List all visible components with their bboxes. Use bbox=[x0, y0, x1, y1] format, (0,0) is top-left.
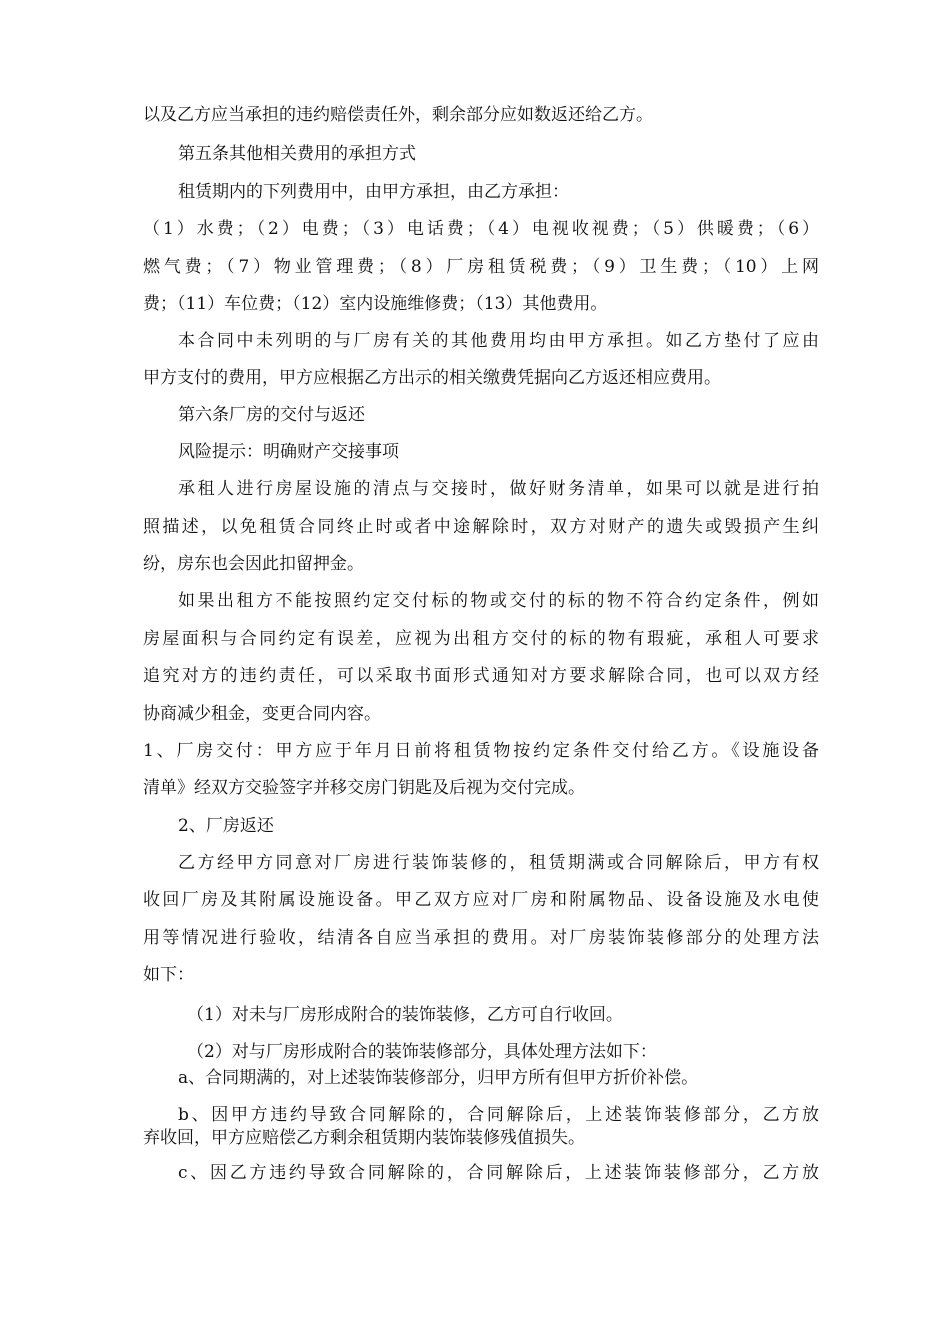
body-text-line: 协商减少租金，变更合同内容。 bbox=[143, 704, 381, 724]
body-text-line: 纷，房东也会因此扣留押金。 bbox=[143, 554, 364, 574]
subsection-heading: 2、厂房返还 bbox=[178, 816, 274, 836]
risk-tip-line: 风险提示：明确财产交接事项 bbox=[178, 442, 399, 462]
body-text-line: 租赁期内的下列费用中，由甲方承担，由乙方承担： bbox=[178, 182, 569, 202]
section-heading: 第五条其他相关费用的承担方式 bbox=[178, 144, 416, 164]
body-text-line: 承租人进行房屋设施的清点与交接时，做好财务清单，如果可以就是进行拍 bbox=[178, 479, 819, 499]
body-text-line: 照描述，以免租赁合同终止时或者中途解除时，双方对财产的遗失或毁损产生纠 bbox=[143, 517, 819, 537]
body-text-line: 追究对方的违约责任，可以采取书面形式通知对方要求解除合同，也可以双方经 bbox=[143, 666, 819, 686]
list-item-line: c、因乙方违约导致合同解除的，合同解除后，上述装饰装修部分，乙方放 bbox=[178, 1163, 819, 1183]
body-text-line: 用等情况进行验收，结清各自应当承担的费用。对厂房装饰装修部分的处理方法 bbox=[143, 928, 819, 948]
section-heading: 第六条厂房的交付与返还 bbox=[178, 405, 365, 425]
body-text-line: 以及乙方应当承担的违约赔偿责任外，剩余部分应如数返还给乙方。 bbox=[143, 105, 653, 125]
list-item-line: （2）对与厂房形成附合的装饰装修部分，具体处理方法如下： bbox=[187, 1042, 657, 1062]
body-text-line: 甲方支付的费用，甲方应根据乙方出示的相关缴费凭据向乙方返还相应费用。 bbox=[143, 368, 721, 388]
body-text-line: 如果出租方不能按照约定交付标的物或交付的标的物不符合约定条件，例如 bbox=[178, 591, 819, 611]
body-text-line: 本合同中未列明的与厂房有关的其他费用均由甲方承担。如乙方垫付了应由 bbox=[178, 331, 819, 351]
body-text-line: 清单》经双方交验签字并移交房门钥匙及后视为交付完成。 bbox=[143, 778, 585, 798]
list-item-line: a、合同期满的，对上述装饰装修部分，归甲方所有但甲方折价补偿。 bbox=[178, 1068, 699, 1088]
list-item-line: （1）对未与厂房形成附合的装饰装修，乙方可自行收回。 bbox=[187, 1005, 623, 1025]
body-text-line: 乙方经甲方同意对厂房进行装饰装修的，租赁期满或合同解除后，甲方有权 bbox=[178, 853, 819, 873]
fee-list-line: 费；（11）车位费；（12）室内设施维修费；（13）其他费用。 bbox=[143, 294, 608, 314]
list-item-line: 弃收回，甲方应赔偿乙方剩余租赁期内装饰装修残值损失。 bbox=[143, 1128, 585, 1148]
body-text-line: 1、厂房交付：甲方应于年月日前将租赁物按约定条件交付给乙方。《设施设备 bbox=[143, 741, 819, 761]
fee-list-line: 燃气费；（7）物业管理费；（8）厂房租赁税费；（9）卫生费；（10）上网 bbox=[143, 257, 820, 277]
body-text-line: 房屋面积与合同约定有误差，应视为出租方交付的标的物有瑕疵，承租人可要求 bbox=[143, 629, 819, 649]
list-item-line: b、因甲方违约导致合同解除的，合同解除后，上述装饰装修部分，乙方放 bbox=[178, 1105, 819, 1125]
body-text-line: 收回厂房及其附属设施设备。甲乙双方应对厂房和附属物品、设备设施及水电使 bbox=[143, 890, 819, 910]
body-text-line: 如下： bbox=[143, 965, 194, 985]
fee-list-line: （1）水费；（2）电费；（3）电话费；（4）电视收视费；（5）供暖费；（6） bbox=[143, 219, 819, 239]
